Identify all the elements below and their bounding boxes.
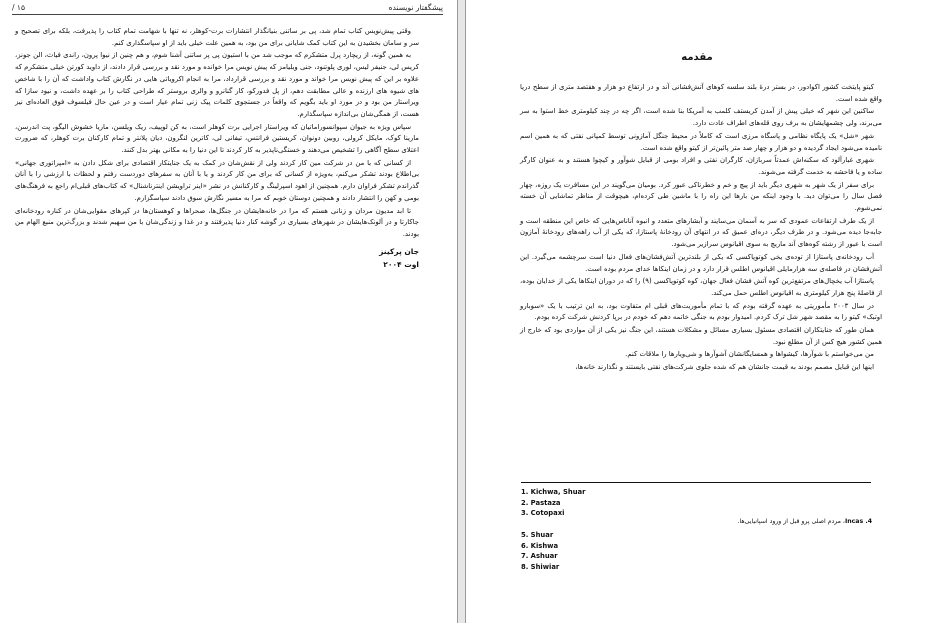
paragraph: ساکنین این شهر که خیلی پیش از آمدن کریستف کلمب به آمریکا بنا شده است، اگر چه در چند کیلومتری خط استوا به سر می‌برند، ولی چشمهایشان به برف روی قله‌های اطراف عادت دارد. (520, 107, 882, 128)
footnote-list-top (521, 487, 585, 519)
paragraph: آب رودخانه‌ی پاستازا از توده‌ی یخی کوتوپاکسی که یکی از بلندترین آتش‌فشان‌های فعال دنیا است سرچشمه می‌گیرد. این آتش‌فشان در فاصله‌ی سه هزارمایلی اقیانوس اطلس قرار دارد و در زمان اینکاها خدای مردم بوده است. (520, 252, 882, 273)
paragraph: برای سفر از یک شهر به شهری دیگر باید از پیچ و خم و خطرناکی عبور کرد. بومیان می‌گویند در این مسافرت یک روزه، چهار فصل سال را می‌توان دید. با وجود اینکه من بارها این راه را با ماشین طی کرده‌ام، هیچوقت از مناظر تماشایی آن خسته نمی‌شوم. (520, 180, 882, 213)
paragraph: پاستازا آب یخچال‌های مرتفع‌ترین کوه آتش فشان فعال جهان، کوه کوتوپاکسی (۹) را که در دوران اینکاها یکی از خدایان بوده، از فاصلهٔ پنج هزار کیلومتری به اقیانوس اطلس حمل می‌کند. (520, 277, 882, 297)
paragraph: همان طور که جنایتکاران اقتصادی مسئول بسیاری مسائل و مشکلات هستند، این جنگ نیز یکی از آن مواردی بود که خارج از همین کشور هیچ کس از آن مطلع نبود. (520, 326, 882, 346)
running-header (12, 3, 443, 15)
paragraph: من می‌خواستم با شوآرها، کیشواها و همسایگانشان آشوآرها و شی‌ویارها را ملاقات کنم. (625, 350, 874, 359)
footnote-incas-text: ، مردم اصلی پرو قبل از ورود اسپانیایی‌ها. (737, 518, 845, 525)
paragraph: اینها این قبایل مصمم بودند به قیمت جانشان هم که شده جلوی شرکت‌های نفتی بایستند و نگذارند خانه‌ها، (575, 363, 874, 372)
paragraph: در سال ۲۰۰۳ مأموریتی به عهده گرفته بودم که با تمام مأموریت‌های قبلی ام متفاوت بود، به این ترتیب با یک «سوبارو اوتبک» کیتو را به مقصد شهر شل ترک کردم. امیدوار بودم به جنگی خاتمه دهم که خودم در برپا کردنش شرکت کرده بودم. (520, 301, 882, 322)
footnote-item: 8. Shiwiar (521, 562, 560, 571)
signature-block (15, 245, 419, 271)
footnote-item: 6. Kishwa (521, 541, 559, 550)
right-body-text (520, 82, 882, 375)
footnote-item: 5. Shuar (521, 531, 554, 539)
left-page (0, 0, 458, 623)
header-title: پیشگفتار نویسنده (388, 3, 443, 12)
footnote-incas (737, 518, 872, 525)
right-page (465, 0, 928, 623)
paragraph: از یک طرف ارتفاعات عمودی که سر به آسمان می‌سایند و آبشارهای متعدد و انبوه آناناس‌هایی که خاص این منطقه است و جابه‌جا دیده می‌شود. و در طرف دیگر، دره‌ای عمیق که در انتهای آن رودخانهٔ پاستازا، که یکی از آب راهه‌های رودخانهٔ آمازون است با عبور از رشته کوه‌های آند ماریچ به سوی اقیانوس سرازیر می‌شود. (520, 216, 882, 249)
paragraph: از کسانی که با من در شرکت مین کار کردند ولی از نقش‌شان در کمک به یک جنایتکار اقتصادی برای شکل دادن به «امپراتوری جهانی» بی‌اطلاع بودند تشکر می‌کنم، به‌ویژه از کسانی که برای من کار کردند و یا با آنان به سفرهای دوردست رفتم و لحظات با ارزشی را با آنان گذراندم تشکر فراوان دارم. همچنین از اهود اسپرلینگ و کارکنانش در نشر «اینر تراویشن اینترناشنال» که کتاب‌های قبلی‌ام راجع به فرهنگ‌های بومی و کهن را انتشار دادند و همچنین دوستان خوبم که مرا به مسیر نگارش سوق دادند سپاسگزارم. (15, 158, 419, 202)
signature-date: اوت ۲۰۰۴ (383, 259, 419, 269)
footnote-list-bottom (521, 530, 559, 572)
footnote-item: 1. Kichwa, Shuar (521, 488, 586, 496)
footnote-divider (521, 482, 871, 483)
footnote-item: 2. Pastaza (521, 498, 561, 507)
footnote-item: 3. Cotopaxi (521, 509, 565, 517)
left-body-text (15, 26, 419, 271)
footnote-item: 7. Ashuar (521, 552, 558, 560)
header-page-number: ۱۵ / (12, 3, 25, 12)
paragraph: به همین گونه، از ریچارد پرل متشکرم که موجب شد من با استیون پی پر ساتنی آشنا شوم، و هم چنین از نیوا پرون، راندی فیاث، الن جونز، کریس لی، جنیفر لیس، لوری پلوتنود، جنی ویلیامز که پیش نویس مرا خوانده و مورد نقد و بررسی قرار دادند، از داوید کورتن خیلی متشکرم که علاوه بر این که پیش نویس مرا خواند و مورد نقد و بررسی قرارداد، مرا به انجام اکرویاتی هایی در نگارش کتاب واداشت که آن را با شاخص های شیوه های ارزنده و عالی مطابقت دهم، از پل فدورکو، کار گنانرو و والری بروستر که طراحی کتاب را بر عهده داشت، و نیود سازا که ویراستار من بود و در مورد او باید بگویم که واقعاً در جستجوی کلمات پیک زنی تمام عیار است و در عین حال فیلسوف فوق العاده‌ای نیز هست، از همگی‌شان بی‌اندازه سپاسگذارم. (15, 51, 419, 118)
chapter-title: مقدمه (681, 52, 713, 63)
signature-name: جان پرکینز (379, 246, 419, 256)
page-gutter (458, 0, 465, 623)
paragraph: تا ابد مدیون مردان و زنانی هستم که مرا در خانه‌هایشان در جنگل‌ها، صحراها و کوهستان‌ها در کپرهای مقوایی‌شان در کناره رودخانه‌ای جاکارتا و در آلونک‌هایشان در شهرهای بسیاری در گوشه کنار دنیا پذیرفتند و در غذا و زندگی‌شان با من سهیم شدند و بزرگ‌ترین منبع الهام من بودند. (15, 206, 419, 238)
footnote-incas-label: 4. Incas (844, 518, 872, 525)
paragraph: شهر «شل» یک پایگاه نظامی و پاسگاه مرزی است که کاملاً در محیط جنگل آمازونی توسط کمپانی نفتی که به همین اسم نامیده می‌شود ایجاد گردیده و دو هزار و چهار صد متر پائین‌تر از کیتو واقع شده است. (520, 131, 882, 152)
paragraph: شهری غبارآلود که سکنه‌اش عمدتاً سربازان، کارگران نفتی و افراد بومی از قبایل شوآور و کیچوا هستند و به عنوان کارگر ساده و یا فاحشه به خدمت گرفته می‌شوند. (520, 156, 882, 176)
paragraph: سپاس ویژه به جیوان سپوانسوراماتیان که ویراستار اجرایی برت کوهلر است، به کن لوپیف، ریک ویلسن، ماریا خشوش ‌الیگو، پت اندرسن، مارینا کوک، مایکل کرولی، روبین دونوان، کریستین فرانتس، تیفانی لی، کاترین لنگرون، دیان پلانتر و تمام کارکنان برت کوهلر، که ضرورت اعتلای سطح آگاهی را تشخیص می‌دهند و خستگی‌ناپذیر به کار کردند تا این دنیا را به مکانی بهتر بدل کنند. (15, 122, 419, 155)
paragraph: وقتی پیش‌نویس کتاب تمام شد، پی بر ساتنی بنیانگذار انتشارات برت-کوهلر، نه تنها با شهامت تمام کتاب را پذیرفت، بلکه برای تصحیح و سر و سامان بخشیدن به این کتاب کمک شایانی برای من بود، به همین علت خیلی باید از او سپاسگذاری کنم. (15, 27, 419, 47)
paragraph: کیتو پایتخت کشور اکوادور، در بستر درهٔ بلند سلسه کوهای آتش‌فشانی آند و در ارتفاع دو هزار و هفتصد متری از سطح دریا واقع شده است. (520, 83, 882, 103)
